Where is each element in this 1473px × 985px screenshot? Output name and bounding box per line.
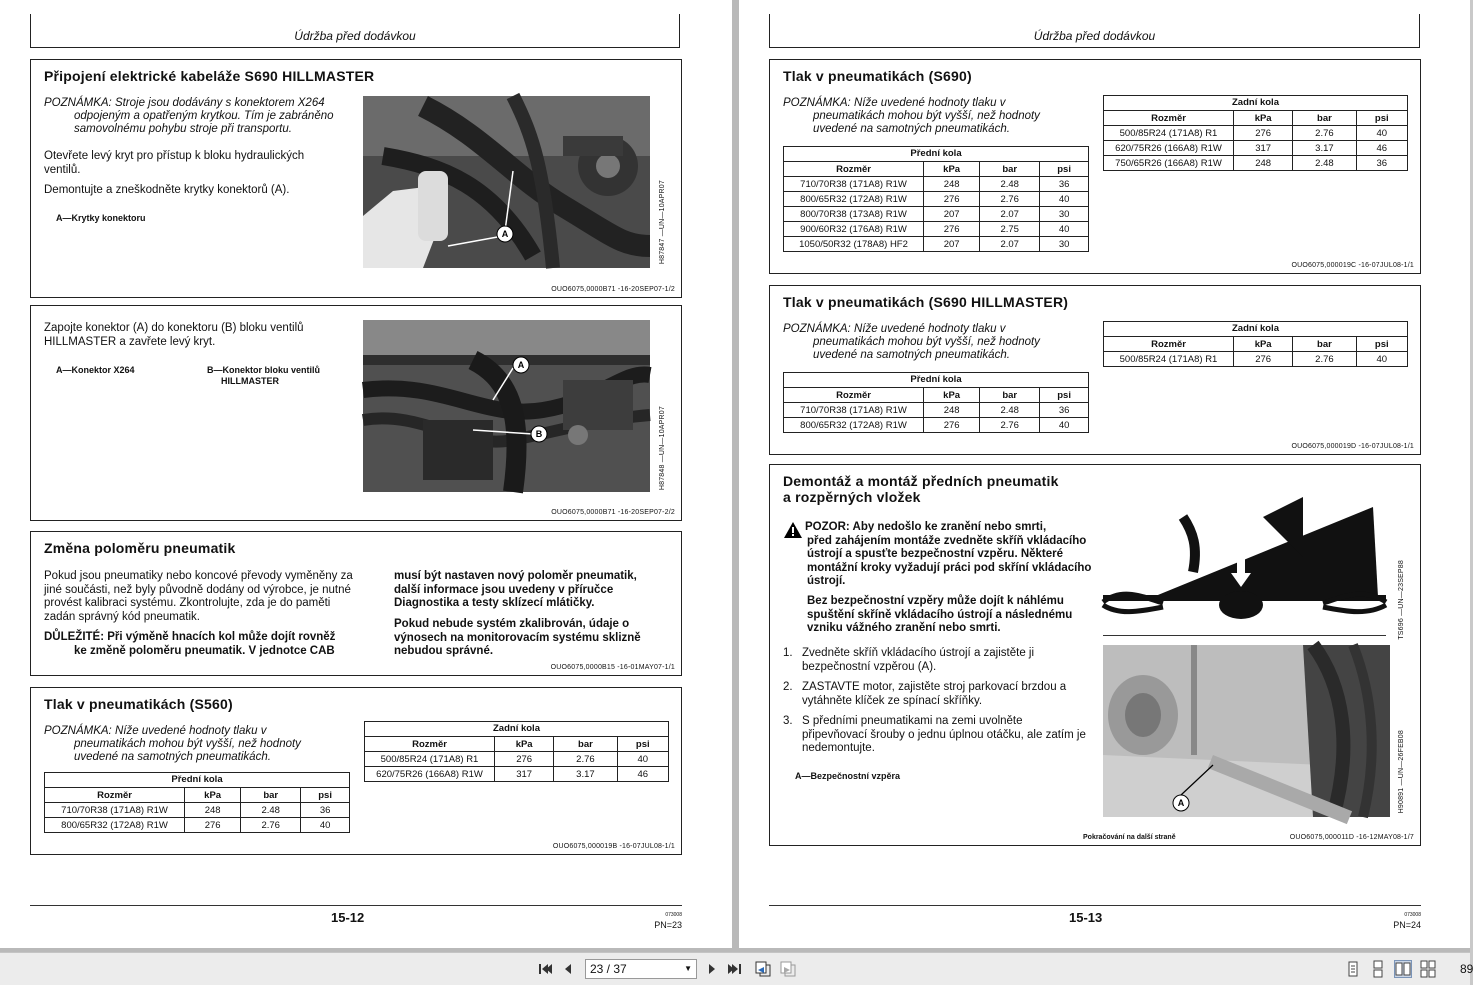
col-header: bar xyxy=(980,162,1040,177)
col-header: Rozměr xyxy=(784,162,924,177)
doc-id: OUO6075,0000B71 -16-20SEP07-1/2 xyxy=(551,286,675,293)
col-header: bar xyxy=(241,788,301,803)
col-header: Rozměr xyxy=(784,388,924,403)
table-row xyxy=(1104,141,1408,156)
cell: 248 xyxy=(1234,156,1293,171)
section-wiring-hillmaster xyxy=(30,59,682,298)
col-header: kPa xyxy=(1234,111,1293,126)
footer-divider xyxy=(769,905,1421,906)
front-tires-table xyxy=(783,146,1089,252)
cell: 40 xyxy=(1356,352,1407,367)
previous-view-button[interactable] xyxy=(754,960,772,978)
cell: 800/65R32 (172A8) R1W xyxy=(45,818,185,833)
cell: 276 xyxy=(924,192,980,207)
table-caption: Zadní kola xyxy=(364,721,669,736)
table-row xyxy=(784,237,1089,252)
warning-triangle-icon xyxy=(783,521,803,539)
cell: 2.07 xyxy=(980,237,1040,252)
cell: 800/65R32 (172A8) R1W xyxy=(784,418,924,433)
note xyxy=(44,97,354,136)
note-text: Níže uvedené hodnoty tlaku v xyxy=(853,97,1006,109)
note-text-cont: pneumatikách mohou být vyšší, než hodnoty uvedené na samotných pneumatikách. xyxy=(74,738,301,763)
section-title: Připojení elektrické kabeláže S690 HILLMASTER xyxy=(44,68,375,84)
cell: 36 xyxy=(301,803,350,818)
caution-text-2: Bez bezpečnostní vzpěry může dojít k náhlému spuštění skříně vkládacího ústrojí a následnému vzniku vážného zranění nebo smrti. xyxy=(807,595,1073,634)
cell: 30 xyxy=(1040,237,1089,252)
instruction-text: Otevřete levý kryt pro přístup k bloku hydraulických ventilů. xyxy=(44,150,305,176)
table-header-row xyxy=(45,788,350,803)
pn-value: PN=23 xyxy=(654,920,682,930)
photo-illustration xyxy=(363,96,650,268)
table-caption: Zadní kola xyxy=(1103,321,1408,336)
col-header: Rozměr xyxy=(1104,337,1234,352)
section-title: Tlak v pneumatikách (S690) xyxy=(783,68,972,84)
instruction-text: Zapojte konektor (A) do konektoru (B) bloku ventilů HILLMASTER a zavřete levý kryt. xyxy=(44,322,304,348)
table-caption: Přední kola xyxy=(44,772,350,787)
section-connect-connector xyxy=(30,305,682,521)
continuous-view-button[interactable] xyxy=(1369,960,1387,978)
instruction-text: Demontujte a zneškodněte krytky konektorů (A). xyxy=(44,184,290,196)
table-row xyxy=(365,752,669,767)
section-title-cont: a rozpěrných vložek xyxy=(783,489,921,505)
section-title: Tlak v pneumatikách (S560) xyxy=(44,696,233,712)
table-caption: Přední kola xyxy=(783,146,1089,161)
previous-page-button[interactable] xyxy=(559,960,577,978)
caution-label: POZOR: xyxy=(805,521,850,533)
continuous-page-icon xyxy=(1369,960,1387,978)
doc-id: OUO6075,000019D -16-07JUL08-1/1 xyxy=(1291,443,1414,450)
note-label: POZNÁMKA: xyxy=(783,97,851,109)
table-row xyxy=(45,803,350,818)
next-page-button[interactable] xyxy=(703,960,721,978)
front-tires-table xyxy=(44,772,350,833)
col-header: bar xyxy=(980,388,1040,403)
cell: 248 xyxy=(185,803,241,818)
step-text: Zvedněte skříň vkládacího ústrojí a zajistěte ji bezpečnostní vzpěrou (A). xyxy=(802,647,1035,673)
photo-illustration xyxy=(363,320,650,492)
cell: 276 xyxy=(1234,352,1293,367)
callout-a: A xyxy=(517,360,525,370)
cell: 40 xyxy=(1356,126,1407,141)
chevron-down-icon: ▼ xyxy=(684,964,692,973)
footer-divider xyxy=(30,905,682,906)
divider xyxy=(1103,635,1386,636)
list-item xyxy=(783,681,1083,715)
note-text-cont: odpojeným a opatřeným krytkou. Tím je zabráněno samovolnému pohybu stroje při transportu. xyxy=(74,110,334,135)
cell: 36 xyxy=(1040,403,1089,418)
cell: 2.48 xyxy=(1293,156,1356,171)
cell: 710/70R38 (171A8) R1W xyxy=(45,803,185,818)
viewer-toolbar xyxy=(0,952,1473,985)
skip-first-icon xyxy=(536,960,554,978)
col-header: Rozměr xyxy=(1104,111,1234,126)
note-text: Stroje jsou dodávány s konektorem X264 xyxy=(114,97,325,109)
table-row xyxy=(365,767,669,782)
doc-id: OUO6075,000019B -16-07JUL08-1/1 xyxy=(552,843,675,850)
table-row xyxy=(1104,156,1408,171)
col-header: psi xyxy=(1040,388,1089,403)
col-header: kPa xyxy=(495,737,554,752)
cell: 317 xyxy=(1234,141,1293,156)
table-header-row xyxy=(784,388,1089,403)
cell: 40 xyxy=(1040,192,1089,207)
col-header: psi xyxy=(301,788,350,803)
chevron-left-icon xyxy=(559,960,577,978)
photo-id: H87847 —UN—10APR07 xyxy=(659,180,666,265)
page-header: Údržba před dodávkou xyxy=(30,14,680,48)
page-number: 15-13 xyxy=(1069,910,1103,925)
table-row xyxy=(784,177,1089,192)
cell: 750/65R26 (166A8) R1W xyxy=(1104,156,1234,171)
doc-id: OUO6075,000011D -16-12MAY08-1/7 xyxy=(1289,834,1414,841)
cell: 207 xyxy=(924,207,980,222)
note-text-cont: pneumatikách mohou být vyšší, než hodnoty uvedené na samotných pneumatikách. xyxy=(813,336,1040,361)
callout-a: A xyxy=(1177,798,1185,808)
cell: 46 xyxy=(617,767,668,782)
list-item xyxy=(783,715,1086,763)
legend-b: B—Konektor bloku ventilů xyxy=(207,365,321,375)
list-item xyxy=(783,647,1083,681)
cell: 36 xyxy=(1356,156,1407,171)
col-header: kPa xyxy=(924,162,980,177)
table-header-row xyxy=(784,162,1089,177)
cell: 500/85R24 (171A8) R1 xyxy=(1104,126,1234,141)
callout-a: A xyxy=(501,229,509,239)
cell: 2.76 xyxy=(554,752,617,767)
cell: 248 xyxy=(924,403,980,418)
cell: 30 xyxy=(1040,207,1089,222)
cell: 710/70R38 (171A8) R1W xyxy=(784,177,924,192)
col-header: bar xyxy=(1293,111,1356,126)
cell: 500/85R24 (171A8) R1 xyxy=(1104,352,1234,367)
cell: 1050/50R32 (178A8) HF2 xyxy=(784,237,924,252)
legend-a: A—Krytky konektoru xyxy=(56,213,146,223)
note-label: POZNÁMKA: xyxy=(44,725,112,737)
step-number: 3. xyxy=(783,715,793,727)
note-label: POZNÁMKA: xyxy=(783,323,851,335)
table-row xyxy=(784,403,1089,418)
cell: 40 xyxy=(301,818,350,833)
cell: 2.48 xyxy=(980,403,1040,418)
col-header: psi xyxy=(1040,162,1089,177)
note-text: Níže uvedené hodnoty tlaku v xyxy=(114,725,267,737)
note xyxy=(783,97,1083,136)
step-number: 1. xyxy=(783,647,793,659)
note xyxy=(783,323,1083,362)
legend-a: A—Bezpečnostní vzpěra xyxy=(795,771,901,781)
illustration-id: TS696 —UN—23SEP88 xyxy=(1398,560,1405,640)
callout-b: B xyxy=(535,429,543,439)
cell: 620/75R26 (166A8) R1W xyxy=(1104,141,1234,156)
next-view-button[interactable] xyxy=(779,960,797,978)
legend-a: A—Konektor X264 xyxy=(56,365,135,375)
table-caption: Zadní kola xyxy=(1103,95,1408,110)
pn-value: PN=24 xyxy=(1393,920,1421,930)
caution-text xyxy=(805,521,1095,589)
section-title: Změna poloměru pneumatik xyxy=(44,540,236,556)
section-tire-pressure-s690 xyxy=(769,59,1421,274)
page-selector[interactable] xyxy=(585,959,697,979)
cell: 620/75R26 (166A8) R1W xyxy=(365,767,495,782)
section-tire-pressure-s690-hillmaster xyxy=(769,285,1421,455)
cell: 40 xyxy=(1040,222,1089,237)
step-number: 2. xyxy=(783,681,793,693)
rear-tires-table xyxy=(1103,321,1408,367)
cell: 276 xyxy=(924,418,980,433)
important-text: Při výměně hnacích kol může dojít rovněž xyxy=(107,631,336,643)
col-header: psi xyxy=(1356,111,1407,126)
table-header-row xyxy=(1104,337,1408,352)
two-page-continuous-view-button[interactable] xyxy=(1419,960,1437,978)
pn-label xyxy=(1384,910,1421,930)
body-text: Pokud jsou pneumatiky nebo koncové převody vyměněny za jiné součásti, než byly původně dodány od výrobce, je nutné provést kalibraci systému. Zkontrolujte, zda je do paměti zadán správný kód pneumatik. xyxy=(44,570,353,623)
note xyxy=(44,725,344,764)
cell: 900/60R32 (176A8) R1W xyxy=(784,222,924,237)
cell: 2.76 xyxy=(1293,126,1356,141)
crush-hazard-illustration xyxy=(1103,487,1386,627)
table-caption: Přední kola xyxy=(783,372,1089,387)
body-text-bold: Pokud nebude systém zkalibrován, údaje o výnosech na monitorovacím systému sklizně nebudou správné. xyxy=(394,618,641,657)
table-header-row xyxy=(1104,111,1408,126)
pn-small: 073008 xyxy=(665,912,682,918)
important-note xyxy=(44,631,374,658)
table-header-row xyxy=(365,737,669,752)
skip-last-icon xyxy=(726,960,744,978)
doc-id: OUO6075,0000B15 -16-01MAY07-1/1 xyxy=(550,664,675,671)
section-front-tire-removal xyxy=(769,464,1421,846)
col-header: kPa xyxy=(924,388,980,403)
cell: 2.75 xyxy=(980,222,1040,237)
single-page-view-button[interactable] xyxy=(1344,960,1362,978)
cell: 2.07 xyxy=(980,207,1040,222)
cell: 46 xyxy=(1356,141,1407,156)
caution-first: Aby nedošlo ke zranění nebo smrti, xyxy=(852,521,1047,533)
cell: 276 xyxy=(924,222,980,237)
steps-list xyxy=(783,647,1086,763)
col-header: bar xyxy=(554,737,617,752)
photo-safety-strut xyxy=(1103,645,1390,817)
single-page-icon xyxy=(1344,960,1362,978)
note-text-cont: pneumatikách mohou být vyšší, než hodnoty uvedené na samotných pneumatikách. xyxy=(813,110,1040,135)
pn-small: 073008 xyxy=(1404,912,1421,918)
first-page-button[interactable] xyxy=(536,960,554,978)
next-view-icon xyxy=(779,960,797,978)
table-row xyxy=(784,418,1089,433)
col-header: kPa xyxy=(1234,337,1293,352)
cell: 800/65R32 (172A8) R1W xyxy=(784,192,924,207)
cell: 2.76 xyxy=(980,418,1040,433)
section-title: Tlak v pneumatikách (S690 HILLMASTER) xyxy=(783,294,1069,310)
continued-note: Pokračování na další straně xyxy=(1083,834,1176,841)
col-header: kPa xyxy=(185,788,241,803)
cell: 248 xyxy=(924,177,980,192)
col-header: psi xyxy=(1356,337,1407,352)
page-number: 15-12 xyxy=(331,910,365,925)
table-row xyxy=(1104,352,1408,367)
section-title: Demontáž a montáž předních pneumatik xyxy=(783,473,1059,489)
cell: 710/70R38 (171A8) R1W xyxy=(784,403,924,418)
table-row xyxy=(784,222,1089,237)
previous-view-icon xyxy=(754,960,772,978)
section-tire-pressure-s560 xyxy=(30,687,682,855)
important-text-cont: ke změně poloměru pneumatik. V jednotce CAB xyxy=(74,644,335,657)
important-label: DŮLEŽITÉ: xyxy=(44,631,105,643)
pn-label xyxy=(645,910,682,930)
photo-valve-block xyxy=(363,320,650,492)
rear-tires-table xyxy=(1103,95,1408,171)
cell: 2.76 xyxy=(241,818,301,833)
page-header: Údržba před dodávkou xyxy=(769,14,1420,48)
col-header: Rozměr xyxy=(45,788,185,803)
note-text: Níže uvedené hodnoty tlaku v xyxy=(853,323,1006,335)
col-header: psi xyxy=(617,737,668,752)
table-row xyxy=(784,207,1089,222)
col-header: Rozměr xyxy=(365,737,495,752)
front-tires-table xyxy=(783,372,1089,433)
legend-b-cont: HILLMASTER xyxy=(221,376,279,386)
cell: 800/70R38 (173A8) R1W xyxy=(784,207,924,222)
caution-rest: před zahájením montáže zvedněte skříň vkládacího ústrojí a spusťte bezpečnostní vzpěru. Některé montážní kroky vyžadují práci pod skříní vkládacího ústrojí. xyxy=(807,534,1092,587)
cell: 2.76 xyxy=(980,192,1040,207)
step-text: S předními pneumatikami na zemi uvolněte připevňovací šrouby o jednu úplnou otáčku, ale zatím je nedemontujte. xyxy=(802,715,1086,754)
cell: 500/85R24 (171A8) R1 xyxy=(365,752,495,767)
cell: 36 xyxy=(1040,177,1089,192)
cell: 40 xyxy=(1040,418,1089,433)
chevron-right-icon xyxy=(703,960,721,978)
photo-id: H90891 —UN—26FEB08 xyxy=(1398,730,1405,814)
cell: 3.17 xyxy=(554,767,617,782)
col-header: bar xyxy=(1293,337,1356,352)
cell: 276 xyxy=(495,752,554,767)
doc-id: OUO6075,0000B71 -16-20SEP07-2/2 xyxy=(551,509,675,516)
section-tire-radius xyxy=(30,531,682,676)
two-page-view-button[interactable] xyxy=(1394,960,1412,978)
two-page-icon xyxy=(1395,961,1411,977)
table-row xyxy=(1104,126,1408,141)
table-row xyxy=(784,192,1089,207)
cell: 40 xyxy=(617,752,668,767)
cell: 2.48 xyxy=(241,803,301,818)
photo-connector-caps xyxy=(363,96,650,268)
note-label: POZNÁMKA: xyxy=(44,97,112,109)
page-indicator: 23 / 37 xyxy=(590,962,627,976)
body-text-bold: musí být nastaven nový poloměr pneumatik, další informace jsou uvedeny v příručce Diagnostika a testy sklízecí mlátičky. xyxy=(394,570,637,609)
step-text: ZASTAVTE motor, zajistěte stroj parkovací brzdou a vytáhněte klíček ze spínací skříňky. xyxy=(802,681,1067,707)
cell: 2.76 xyxy=(1293,352,1356,367)
zoom-level[interactable]: 89 xyxy=(1460,962,1473,976)
photo-id: H87848 —UN—10APR07 xyxy=(659,406,666,491)
cell: 276 xyxy=(1234,126,1293,141)
cell: 207 xyxy=(924,237,980,252)
rear-tires-table xyxy=(364,721,669,782)
cell: 276 xyxy=(185,818,241,833)
last-page-button[interactable] xyxy=(726,960,744,978)
cell: 2.48 xyxy=(980,177,1040,192)
cell: 317 xyxy=(495,767,554,782)
page-left xyxy=(0,0,732,948)
cell: 3.17 xyxy=(1293,141,1356,156)
two-page-continuous-icon xyxy=(1419,960,1437,978)
doc-id: OUO6075,000019C -16-07JUL08-1/1 xyxy=(1291,262,1414,269)
page-right xyxy=(739,0,1470,948)
table-row xyxy=(45,818,350,833)
